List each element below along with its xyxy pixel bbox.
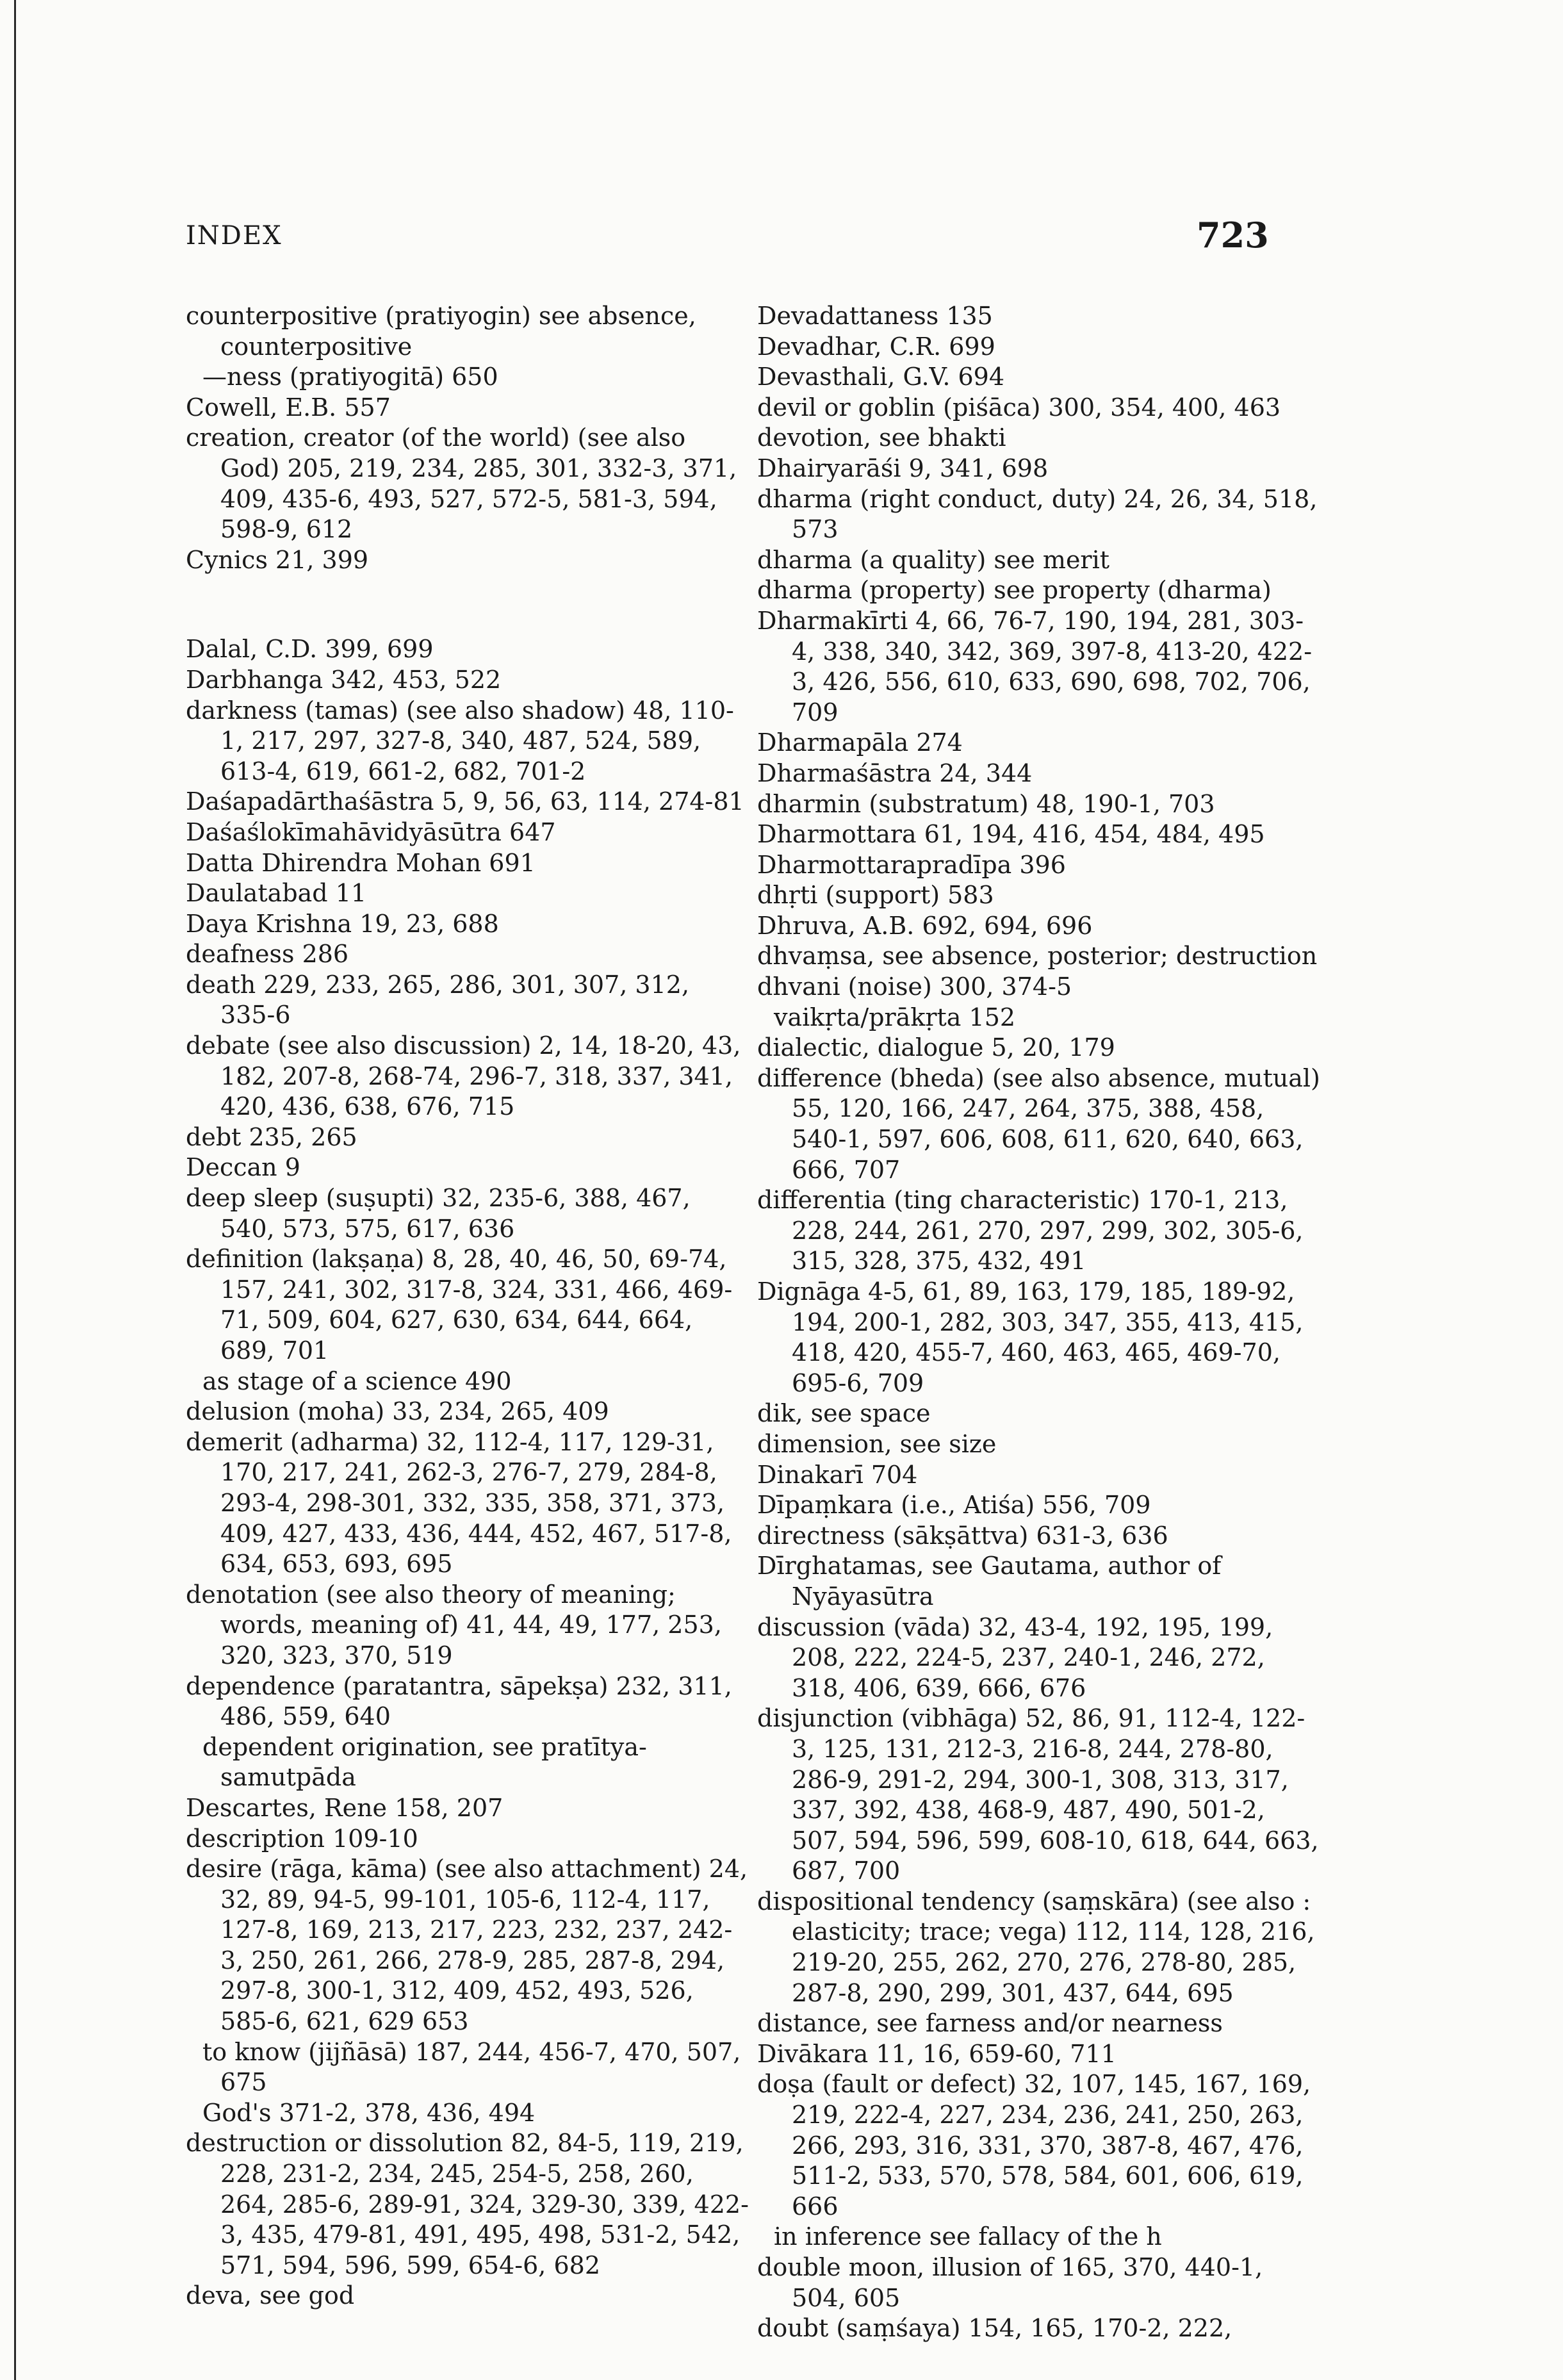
index-entry: dhvani (noise) 300, 374-5 — [757, 973, 1072, 1001]
index-entry: Dharmakīrti 4, 66, 76-7, 190, 194, 281, 303-4, 338, 340, 342, 369, 397-8, 413-20, 422-3, 426, 556, 610, 633, 690, 698, 702, 706, 709 — [757, 606, 1313, 726]
index-entry: dharma (property) see property (dharma) — [757, 576, 1272, 605]
page-number: 723 — [1197, 215, 1269, 256]
index-entry: Deccan 9 — [186, 1153, 300, 1182]
index-entry: Devasthali, G.V. 694 — [757, 363, 1005, 391]
index-entry: dharma (right conduct, duty) 24, 26, 34, 518, 573 — [757, 484, 1318, 544]
index-entry: disjunction (vibhāga) 52, 86, 91, 112-4, 122-3, 125, 131, 212-3, 216-8, 244, 278-80, 286-9, 291-2, 294, 300-1, 308, 313, 317, 337, 392, 438, 468-9, 487, 490, 501-2, 507, 594, 596, 599, 608-10, 618, 644, 663, 687, 700 — [757, 1704, 1319, 1885]
index-subentry: in inference see fallacy of the h — [774, 2222, 1162, 2251]
index-entry: Daśapadārthaśāstra 5, 9, 56, 63, 114, 274-81 — [186, 787, 744, 816]
index-entry: Dīpaṃkara (i.e., Atiśa) 556, 709 — [757, 1491, 1151, 1520]
index-column-left — [186, 301, 749, 2311]
index-entry: Dignāga 4-5, 61, 89, 163, 179, 185, 189-92, 194, 200-1, 282, 303, 347, 355, 413, 415, 418, 420, 455-7, 460, 463, 465, 469-70, 695-6, 709 — [757, 1277, 1304, 1397]
index-entry: Dīrghatamas, see Gautama, author of Nyāyasūtra — [757, 1552, 1222, 1611]
letter-section-gap — [186, 575, 749, 634]
index-entry: devil or goblin (piśāca) 300, 354, 400, 463 — [757, 393, 1281, 422]
index-entry: definition (lakṣaṇa) 8, 28, 40, 46, 50, 69-74, 157, 241, 302, 317-8, 324, 331, 466, 469-71, 509, 604, 627, 630, 634, 644, 664, 689, 701 — [186, 1245, 733, 1365]
index-entry: deafness 286 — [186, 940, 349, 969]
running-head: INDEX — [186, 221, 282, 250]
index-entry: description 109-10 — [186, 1824, 418, 1853]
index-entry: dharmin (substratum) 48, 190-1, 703 — [757, 789, 1215, 818]
index-column-right — [757, 301, 1321, 2344]
index-entry: double moon, illusion of 165, 370, 440-1, 504, 605 — [757, 2253, 1263, 2312]
index-entry: Devadattaness 135 — [757, 302, 993, 330]
index-entry: destruction or dissolution 82, 84-5, 119, 219, 228, 231-2, 234, 245, 254-5, 258, 260, 264, 285-6, 289-91, 324, 329-30, 339, 422-3, 435, 479-81, 491, 495, 498, 531-2, 542, 571, 594, 596, 599, 654-6, 682 — [186, 2129, 749, 2279]
index-entry: Dalal, C.D. 399, 699 — [186, 635, 434, 664]
page-spine-edge — [14, 0, 16, 2380]
index-entry: dimension, see size — [757, 1429, 997, 1458]
index-entry: deva, see god — [186, 2281, 355, 2310]
index-entry: doubt (saṃśaya) 154, 165, 170-2, 222, — [757, 2314, 1232, 2343]
index-subentry: to know (jijñāsā) 187, 244, 456-7, 470, 507, 675 — [202, 2037, 741, 2097]
index-entry: demerit (adharma) 32, 112-4, 117, 129-31, 170, 217, 241, 262-3, 276-7, 279, 284-8, 293-4, 298-301, 332, 335, 358, 371, 373, 409, 427, 433, 436, 444, 452, 467, 517-8, 634, 653, 693, 695 — [186, 1427, 732, 1579]
index-entry: devotion, see bhakti — [757, 423, 1006, 452]
index-subentry: as stage of a science 490 — [202, 1366, 512, 1395]
index-entry: directness (sākṣāttva) 631-3, 636 — [757, 1521, 1168, 1550]
index-entry: Dhairyarāśi 9, 341, 698 — [757, 454, 1049, 482]
index-entry: Dharmaśāstra 24, 344 — [757, 759, 1033, 787]
index-entry: Devadhar, C.R. 699 — [757, 332, 995, 361]
index-entry: counterpositive (pratiyogin) see absence, counterpositive — [186, 302, 696, 361]
index-subentry: vaikṛta/prākṛta 152 — [774, 1003, 1016, 1031]
index-entry: distance, see farness and/or nearness — [757, 2009, 1223, 2038]
index-entry: death 229, 233, 265, 286, 301, 307, 312, 335-6 — [186, 970, 690, 1030]
index-entry: discussion (vāda) 32, 43-4, 192, 195, 199, 208, 222, 224-5, 237, 240-1, 246, 272, 318, 406, 639, 666, 676 — [757, 1613, 1273, 1702]
index-entry: darkness (tamas) (see also shadow) 48, 110-1, 217, 297, 327-8, 340, 487, 524, 589, 613-4, 619, 661-2, 682, 701-2 — [186, 696, 734, 785]
index-subentry: —ness (pratiyogitā) 650 — [202, 363, 498, 391]
index-entry: dialectic, dialogue 5, 20, 179 — [757, 1033, 1115, 1062]
index-entry: difference (bheda) (see also absence, mutual) 55, 120, 166, 247, 264, 375, 388, 458, 540-1, 597, 606, 608, 611, 620, 640, 663, 666, 707 — [757, 1063, 1320, 1184]
index-entry: doṣa (fault or defect) 32, 107, 145, 167, 169, 219, 222-4, 227, 234, 236, 241, 250, 263, 266, 293, 316, 331, 370, 387-8, 467, 476, 511-2, 533, 570, 578, 584, 601, 606, 619, 666 — [757, 2070, 1311, 2220]
index-entry: dharma (a quality) see merit — [757, 545, 1110, 574]
index-subentry: God's 371-2, 378, 436, 494 — [202, 2098, 536, 2127]
index-entry: Dharmottara 61, 194, 416, 454, 484, 495 — [757, 820, 1265, 849]
index-entry: dhvaṃsa, see absence, posterior; destruction — [757, 942, 1318, 971]
index-entry: dispositional tendency (saṃskāra) (see also : elasticity; trace; vega) 112, 114, 128, 216, 219-20, 255, 262, 270, 276, 278-80, 285, 287-8, 290, 299, 301, 437, 644, 695 — [757, 1887, 1315, 2007]
index-entry: Cynics 21, 399 — [186, 545, 369, 574]
index-entry: dhṛti (support) 583 — [757, 881, 994, 910]
index-entry: Daśaślokīmahāvidyāsūtra 647 — [186, 817, 556, 846]
index-entry: deep sleep (suṣupti) 32, 235-6, 388, 467, 540, 573, 575, 617, 636 — [186, 1184, 691, 1243]
index-entry: differentia (ting characteristic) 170-1, 213, 228, 244, 261, 270, 297, 299, 302, 305-6, 315, 328, 375, 432, 491 — [757, 1186, 1304, 1276]
index-entry: Divākara 11, 16, 659-60, 711 — [757, 2039, 1117, 2068]
index-entry: Dharmottarapradīpa 396 — [757, 850, 1066, 879]
index-entry: Daulatabad 11 — [186, 879, 367, 908]
index-entry: debate (see also discussion) 2, 14, 18-20, 43, 182, 207-8, 268-74, 296-7, 318, 337, 341, 420, 436, 638, 676, 715 — [186, 1031, 741, 1121]
index-entry: Dhruva, A.B. 692, 694, 696 — [757, 911, 1093, 940]
index-entry: Dharmapāla 274 — [757, 728, 963, 757]
index-entry: delusion (moha) 33, 234, 265, 409 — [186, 1397, 609, 1426]
index-entry: desire (rāga, kāma) (see also attachment) 24, 32, 89, 94-5, 99-101, 105-6, 112-4, 117, 127-8, 169, 213, 217, 223, 232, 237, 242-3, 250, 261, 266, 278-9, 285, 287-8, 294, 297-8, 300-1, 312, 409, 452, 493, 526, 585-6, 621, 629 653 — [186, 1855, 748, 2036]
index-entry: Dinakarī 704 — [757, 1460, 918, 1489]
index-entry: debt 235, 265 — [186, 1122, 357, 1151]
index-entry: denotation (see also theory of meaning; words, meaning of) 41, 44, 49, 177, 253, 320, 323, 370, 519 — [186, 1580, 722, 1670]
index-entry: creation, creator (of the world) (see also God) 205, 219, 234, 285, 301, 332-3, 371, 409, 435-6, 493, 527, 572-5, 581-3, 594, 598-9, 612 — [186, 423, 737, 544]
index-entry: dependence (paratantra, sāpekṣa) 232, 311, 486, 559, 640 — [186, 1671, 732, 1731]
index-entry: Descartes, Rene 158, 207 — [186, 1793, 503, 1822]
index-entry: Datta Dhirendra Mohan 691 — [186, 848, 536, 877]
index-subentry: dependent origination, see pratītya-samutpāda — [202, 1732, 647, 1792]
index-entry: Daya Krishna 19, 23, 688 — [186, 909, 499, 938]
index-entry: dik, see space — [757, 1399, 931, 1428]
index-entry: Cowell, E.B. 557 — [186, 393, 391, 422]
index-entry: Darbhanga 342, 453, 522 — [186, 665, 502, 694]
